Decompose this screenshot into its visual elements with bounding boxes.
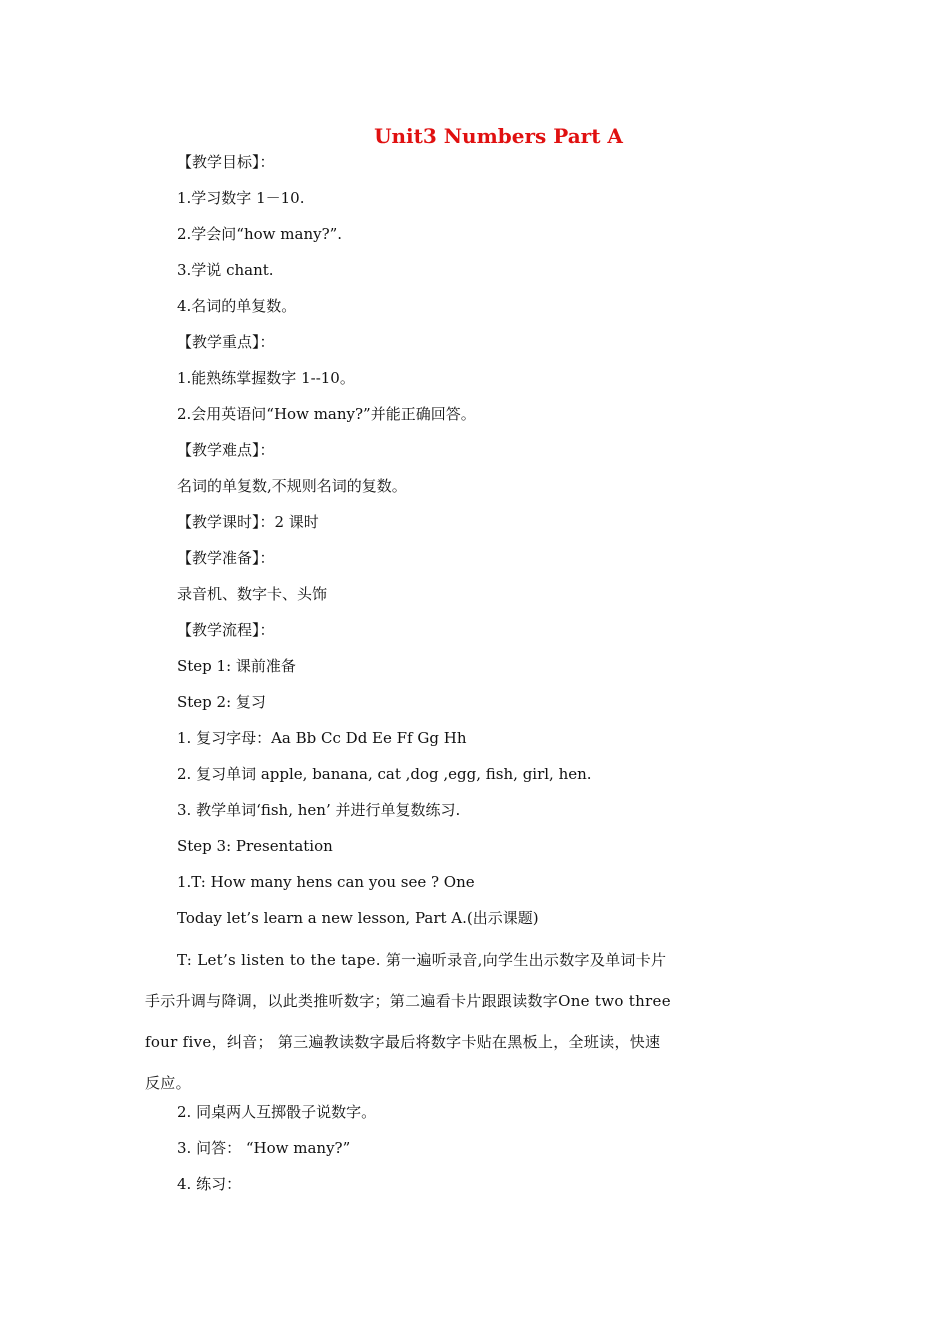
section-heading-key-points: 【教学重点】：: [177, 333, 275, 351]
presentation-item-1: 1.T: How many hens can you see ? One: [177, 873, 475, 891]
section-heading-objectives: 【教学目标】：: [177, 153, 275, 171]
step-3-heading: Step 3: Presentation: [177, 837, 333, 855]
section-heading-procedure: 【教学流程】：: [177, 621, 275, 639]
objective-item-2: 2.学会问“how many?”.: [177, 225, 343, 243]
review-item-1: 1. 复习字母：Aa Bb Cc Dd Ee Ff Gg Hh: [177, 729, 467, 747]
practice-item-4: 4. 练习：: [177, 1175, 242, 1193]
key-point-item-2: 2.会用英语问“How many?”并能正确回答。: [177, 405, 476, 423]
step-1-heading: Step 1: 课前准备: [177, 657, 296, 675]
objective-item-3: 3.学说 chant.: [177, 261, 274, 279]
listening-paragraph: T: Let’s listen to the tape. 第一遍听录音,向学生出示数字及单词卡片手示升调与降调，以此类推听数字；第二遍看卡片跟跟读数字One two three four five，纠音； 第三遍教读数字最后将数字卡贴在黑板上，全班读，快速反应。: [145, 951, 671, 1092]
practice-item-2: 2. 同桌两人互掷骰子说数字。: [177, 1103, 377, 1121]
document-title: Unit3 Numbers Part A: [374, 124, 623, 148]
preparation-text: 录音机、数字卡、头饰: [177, 585, 328, 603]
key-point-item-1: 1.能熟练掌握数字 1--10。: [177, 369, 355, 387]
review-item-2: 2. 复习单词 apple, banana, cat ,dog ,egg, fish, girl, hen.: [177, 765, 592, 783]
objective-item-1: 1.学习数字 1－10.: [177, 189, 305, 207]
presentation-intro: Today let’s learn a new lesson, Part A.(出示课题): [177, 909, 539, 927]
review-item-3: 3. 教学单词‘fish, hen’ 并进行单复数练习.: [177, 801, 461, 819]
section-heading-class-hours: 【教学课时】：2 课时: [177, 513, 319, 531]
difficulty-text: 名词的单复数,不规则名词的复数。: [177, 477, 407, 495]
practice-item-3: 3. 问答： “How many?”: [177, 1139, 351, 1157]
step-2-heading: Step 2: 复习: [177, 693, 266, 711]
objective-item-4: 4.名词的单复数。: [177, 297, 297, 315]
section-heading-preparation: 【教学准备】：: [177, 549, 275, 567]
section-heading-difficulties: 【教学难点】：: [177, 441, 275, 459]
